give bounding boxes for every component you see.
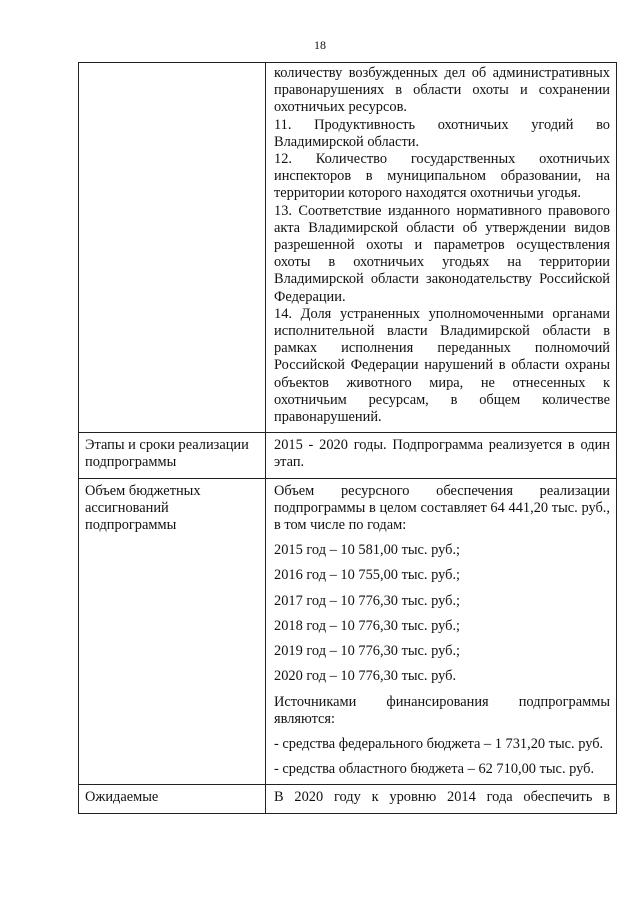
table-row-indicators <box>79 63 617 433</box>
funding-source-item: - средства областного бюджета – 62 710,00 тыс. руб. <box>274 761 595 778</box>
indicator-item: 14. Доля устраненных уполномоченными органами исполнительной власти Владимирской области в рамках исполнения переданных полномочий Российской Федерации нарушений в области охраны объектов животного мира, не отнесенных к охотничьим ресурсам, в общем количестве правонарушений. <box>274 305 610 426</box>
funding-source-item: - средства федерального бюджета – 1 731,20 тыс. руб. <box>274 735 604 752</box>
table-row-stages <box>79 433 617 478</box>
funding-sources-title: Источниками финансирования подпрограммы являются: <box>274 693 610 727</box>
budget-year-line: 2017 год – 10 776,30 тыс. руб.; <box>274 592 461 609</box>
table-row-budget <box>79 478 617 785</box>
expected-label: Ожидаемые <box>79 785 266 813</box>
indicators-label-cell <box>79 63 266 433</box>
budget-year-line: 2015 год – 10 581,00 тыс. руб.; <box>274 542 461 559</box>
indicator-item: 13. Соответствие изданного нормативного правового акта Владимирской области об утверждении видов разрешенной охоты и параметров осуществления охоты в охотничьих угодьях на территории Владимирской области законодательству Российской Федерации. <box>274 202 610 305</box>
passport-table <box>78 62 617 814</box>
budget-year-line: 2019 год – 10 776,30 тыс. руб.; <box>274 643 461 660</box>
budget-intro: Объем ресурсного обеспечения реализации подпрограммы в целом составляет 64 441,20 тыс. руб., в том числе по годам: <box>274 482 610 534</box>
budget-label: Объем бюджетных ассигнований подпрограммы <box>79 478 266 785</box>
stages-text: 2015 - 2020 годы. Подпрограмма реализуется в один этап. <box>266 433 617 478</box>
budget-cell <box>266 478 617 785</box>
indicator-item: количеству возбужденных дел об административных правонарушениях в области охоты и сохранении охотничьих ресурсов. <box>274 65 610 116</box>
indicator-item: 12. Количество государственных охотничьих инспекторов в муниципальном образовании, на территории которого находятся охотничьи угодья. <box>274 151 610 202</box>
table-row-expected <box>79 785 617 813</box>
indicators-cell <box>266 63 617 433</box>
budget-year-line: 2016 год – 10 755,00 тыс. руб.; <box>274 567 461 584</box>
indicator-item: 11. Продуктивность охотничьих угодий во Владимирской области. <box>274 116 610 150</box>
budget-year-line: 2018 год – 10 776,30 тыс. руб.; <box>274 617 461 634</box>
page-number: 18 <box>314 38 326 52</box>
budget-year-line: 2020 год – 10 776,30 тыс. руб. <box>274 668 457 685</box>
stages-label: Этапы и сроки реализации подпрограммы <box>79 433 266 478</box>
expected-text: В 2020 году к уровню 2014 года обеспечить в <box>266 785 617 813</box>
